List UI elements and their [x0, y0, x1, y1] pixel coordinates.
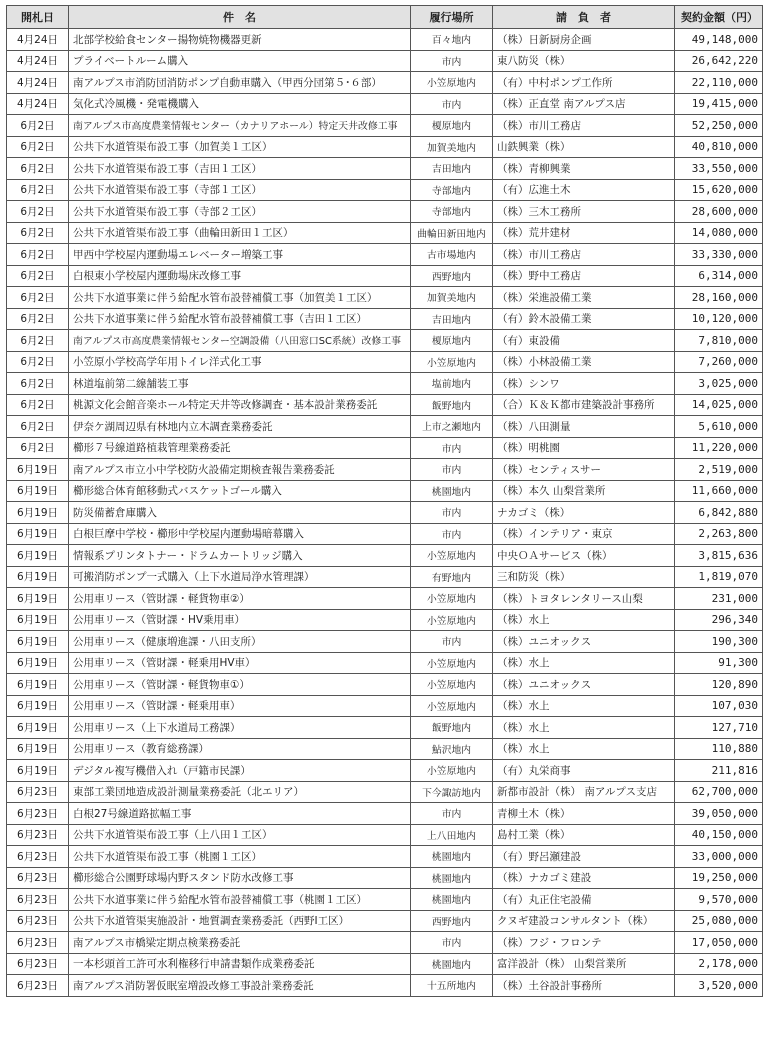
cell-date: 6月23日 — [7, 781, 69, 803]
cell-place: 榎原地内 — [411, 330, 493, 352]
cell-contractor: （株）小林設備工業 — [493, 351, 675, 373]
table-row — [7, 889, 763, 911]
cell-date: 6月2日 — [7, 158, 69, 180]
cell-contractor: （株）水上 — [493, 717, 675, 739]
col-header-date: 開札日 — [7, 6, 69, 29]
header-row — [7, 6, 763, 29]
cell-amount: 3,815,636 — [675, 545, 763, 567]
cell-contractor: 東八防災（株） — [493, 50, 675, 72]
cell-subject: 南アルプス市高度農業情報センター空調設備（八田窓口SC系統）改修工事 — [69, 330, 411, 352]
cell-subject: 桃源文化会館音楽ホール特定天井等改修調査・基本設計業務委託 — [69, 394, 411, 416]
cell-contractor: （株）三木工務所 — [493, 201, 675, 223]
cell-place: 市内 — [411, 502, 493, 524]
table-row — [7, 72, 763, 94]
cell-amount: 120,890 — [675, 674, 763, 696]
cell-contractor: （株）ユニオックス — [493, 631, 675, 653]
cell-date: 6月2日 — [7, 179, 69, 201]
cell-date: 6月19日 — [7, 523, 69, 545]
table-row — [7, 932, 763, 954]
cell-contractor: （株）明桃園 — [493, 437, 675, 459]
cell-subject: 公共下水道事業に伴う給配水管布設替補償工事（吉田１工区） — [69, 308, 411, 330]
table-row — [7, 631, 763, 653]
cell-subject: 公用車リース（管財課・軽乗用HV車） — [69, 652, 411, 674]
cell-amount: 14,080,000 — [675, 222, 763, 244]
cell-amount: 40,150,000 — [675, 824, 763, 846]
cell-contractor: （株）市川工務店 — [493, 115, 675, 137]
cell-amount: 7,260,000 — [675, 351, 763, 373]
cell-date: 6月2日 — [7, 244, 69, 266]
cell-date: 4月24日 — [7, 93, 69, 115]
cell-subject: 公用車リース（管財課・軽乗用車） — [69, 695, 411, 717]
cell-date: 6月23日 — [7, 846, 69, 868]
cell-subject: 公共下水道管渠布設工事（吉田１工区） — [69, 158, 411, 180]
cell-amount: 62,700,000 — [675, 781, 763, 803]
cell-subject: 南アルプス消防署仮眠室増設改修工事設計業務委託 — [69, 975, 411, 997]
cell-subject: 公共下水道管渠実施設計・地質調査業務委託（西野Ⅰ工区） — [69, 910, 411, 932]
cell-contractor: （株）インテリア・東京 — [493, 523, 675, 545]
cell-date: 6月23日 — [7, 867, 69, 889]
table-row — [7, 652, 763, 674]
cell-place: 飯野地内 — [411, 394, 493, 416]
cell-date: 6月2日 — [7, 308, 69, 330]
table-row — [7, 867, 763, 889]
cell-contractor: （株）水上 — [493, 738, 675, 760]
cell-contractor: 中央ＯＡサービス（株） — [493, 545, 675, 567]
cell-date: 6月19日 — [7, 738, 69, 760]
cell-date: 6月2日 — [7, 265, 69, 287]
table-row — [7, 158, 763, 180]
cell-subject: 公共下水道管渠布設工事（加賀美１工区） — [69, 136, 411, 158]
cell-date: 6月19日 — [7, 674, 69, 696]
cell-date: 6月19日 — [7, 717, 69, 739]
cell-subject: 公共下水道管渠布設工事（桃園１工区） — [69, 846, 411, 868]
cell-subject: 公共下水道管渠布設工事（寺部２工区） — [69, 201, 411, 223]
cell-subject: プライベートルーム購入 — [69, 50, 411, 72]
cell-date: 6月2日 — [7, 437, 69, 459]
table-row — [7, 609, 763, 631]
cell-place: 百々地内 — [411, 29, 493, 51]
cell-amount: 17,050,000 — [675, 932, 763, 954]
cell-amount: 1,819,070 — [675, 566, 763, 588]
cell-contractor: （合）Ｋ＆Ｋ都市建築設計事務所 — [493, 394, 675, 416]
cell-amount: 110,880 — [675, 738, 763, 760]
cell-subject: 南アルプス市橋梁定期点検業務委託 — [69, 932, 411, 954]
cell-place: 上市之瀬地内 — [411, 416, 493, 438]
cell-amount: 2,178,000 — [675, 953, 763, 975]
cell-place: 桃園地内 — [411, 953, 493, 975]
table-row — [7, 244, 763, 266]
cell-place: 上八田地内 — [411, 824, 493, 846]
cell-amount: 33,330,000 — [675, 244, 763, 266]
table-row — [7, 502, 763, 524]
cell-amount: 3,025,000 — [675, 373, 763, 395]
cell-place: 下今諏訪地内 — [411, 781, 493, 803]
cell-place: 小笠原地内 — [411, 609, 493, 631]
cell-place: 市内 — [411, 93, 493, 115]
cell-date: 4月24日 — [7, 29, 69, 51]
cell-amount: 40,810,000 — [675, 136, 763, 158]
cell-date: 6月23日 — [7, 932, 69, 954]
cell-date: 6月19日 — [7, 695, 69, 717]
cell-amount: 9,570,000 — [675, 889, 763, 911]
cell-place: 市内 — [411, 437, 493, 459]
table-row — [7, 953, 763, 975]
table-row — [7, 50, 763, 72]
cell-amount: 33,550,000 — [675, 158, 763, 180]
cell-contractor: 青柳土木（株） — [493, 803, 675, 825]
cell-subject: 白根27号線道路拡幅工事 — [69, 803, 411, 825]
cell-amount: 26,642,220 — [675, 50, 763, 72]
table-row — [7, 717, 763, 739]
cell-amount: 49,148,000 — [675, 29, 763, 51]
cell-subject: 公用車リース（管財課・HV乗用車） — [69, 609, 411, 631]
cell-date: 6月2日 — [7, 136, 69, 158]
cell-place: 寺部地内 — [411, 179, 493, 201]
cell-place: 桃園地内 — [411, 889, 493, 911]
table-row — [7, 781, 763, 803]
cell-amount: 33,000,000 — [675, 846, 763, 868]
table-row — [7, 222, 763, 244]
cell-place: 古市場地内 — [411, 244, 493, 266]
cell-contractor: 山鉄興業（株） — [493, 136, 675, 158]
table-row — [7, 308, 763, 330]
cell-date: 6月23日 — [7, 803, 69, 825]
table-row — [7, 824, 763, 846]
cell-subject: 南アルプス市立小中学校防火設備定期検査報告業務委託 — [69, 459, 411, 481]
cell-subject: 公共下水道事業に伴う給配水管布設替補償工事（桃園１工区） — [69, 889, 411, 911]
cell-place: 市内 — [411, 50, 493, 72]
cell-date: 4月24日 — [7, 50, 69, 72]
cell-contractor: （株）ナカゴミ建設 — [493, 867, 675, 889]
table-row — [7, 265, 763, 287]
cell-amount: 14,025,000 — [675, 394, 763, 416]
cell-date: 6月2日 — [7, 351, 69, 373]
cell-date: 6月19日 — [7, 760, 69, 782]
cell-subject: 小笠原小学校高学年用トイレ洋式化工事 — [69, 351, 411, 373]
table-row — [7, 760, 763, 782]
cell-place: 市内 — [411, 803, 493, 825]
cell-subject: 南アルプス市高度農業情報センター（カナリアホール）特定天井改修工事 — [69, 115, 411, 137]
table-row — [7, 566, 763, 588]
table-row — [7, 351, 763, 373]
cell-date: 6月2日 — [7, 330, 69, 352]
cell-contractor: 新都市設計（株） 南アルプス支店 — [493, 781, 675, 803]
cell-amount: 6,314,000 — [675, 265, 763, 287]
cell-contractor: （有）広進土木 — [493, 179, 675, 201]
cell-amount: 211,816 — [675, 760, 763, 782]
table-row — [7, 201, 763, 223]
cell-amount: 107,030 — [675, 695, 763, 717]
table-row — [7, 803, 763, 825]
cell-amount: 25,080,000 — [675, 910, 763, 932]
cell-contractor: クヌギ建設コンサルタント（株） — [493, 910, 675, 932]
table-row — [7, 115, 763, 137]
cell-date: 6月19日 — [7, 609, 69, 631]
cell-place: 西野地内 — [411, 265, 493, 287]
cell-subject: 伊奈ケ湖周辺県有林地内立木調査業務委託 — [69, 416, 411, 438]
cell-place: 加賀美地内 — [411, 287, 493, 309]
table-row — [7, 330, 763, 352]
cell-date: 6月23日 — [7, 824, 69, 846]
table-row — [7, 373, 763, 395]
cell-subject: 公用車リース（健康増進課・八田支所） — [69, 631, 411, 653]
cell-place: 市内 — [411, 523, 493, 545]
cell-subject: 公用車リース（上下水道局工務課） — [69, 717, 411, 739]
cell-subject: 櫛形７号線道路植栽管理業務委託 — [69, 437, 411, 459]
table-row — [7, 437, 763, 459]
cell-subject: デジタル複写機借入れ（戸籍市民課） — [69, 760, 411, 782]
cell-place: 小笠原地内 — [411, 545, 493, 567]
cell-date: 6月19日 — [7, 545, 69, 567]
cell-place: 市内 — [411, 932, 493, 954]
table-row — [7, 287, 763, 309]
table-row — [7, 523, 763, 545]
cell-amount: 6,842,880 — [675, 502, 763, 524]
cell-amount: 127,710 — [675, 717, 763, 739]
cell-date: 6月2日 — [7, 394, 69, 416]
col-header-amount: 契約金額（円） — [675, 6, 763, 29]
cell-contractor: （株）土谷設計事務所 — [493, 975, 675, 997]
table-row — [7, 480, 763, 502]
cell-amount: 52,250,000 — [675, 115, 763, 137]
cell-date: 6月23日 — [7, 975, 69, 997]
cell-contractor: （有）鈴木設備工業 — [493, 308, 675, 330]
cell-date: 6月2日 — [7, 287, 69, 309]
cell-date: 6月19日 — [7, 459, 69, 481]
cell-contractor: （株）正直堂 南アルプス店 — [493, 93, 675, 115]
cell-place: 小笠原地内 — [411, 652, 493, 674]
cell-place: 小笠原地内 — [411, 760, 493, 782]
cell-contractor: （株）フジ・フロンテ — [493, 932, 675, 954]
table-row — [7, 738, 763, 760]
cell-contractor: （株）青柳興業 — [493, 158, 675, 180]
table-row — [7, 846, 763, 868]
cell-place: 曲輪田新田地内 — [411, 222, 493, 244]
cell-place: 小笠原地内 — [411, 695, 493, 717]
cell-place: 吉田地内 — [411, 308, 493, 330]
cell-subject: 甲西中学校屋内運動場エレベーター増築工事 — [69, 244, 411, 266]
cell-subject: 公共下水道管渠布設工事（曲輪田新田１工区） — [69, 222, 411, 244]
col-header-contractor: 請 負 者 — [493, 6, 675, 29]
cell-amount: 231,000 — [675, 588, 763, 610]
cell-place: 吉田地内 — [411, 158, 493, 180]
cell-subject: 防災備蓄倉庫購入 — [69, 502, 411, 524]
cell-place: 塩前地内 — [411, 373, 493, 395]
cell-subject: 白根巨摩中学校・櫛形中学校屋内運動場暗幕購入 — [69, 523, 411, 545]
table-row — [7, 545, 763, 567]
cell-place: 十五所地内 — [411, 975, 493, 997]
cell-contractor: （株）荒井建材 — [493, 222, 675, 244]
cell-date: 6月19日 — [7, 652, 69, 674]
cell-date: 6月23日 — [7, 953, 69, 975]
cell-contractor: （株）八田測量 — [493, 416, 675, 438]
cell-place: 飯野地内 — [411, 717, 493, 739]
table-row — [7, 179, 763, 201]
cell-contractor: （株）本久 山梨営業所 — [493, 480, 675, 502]
cell-subject: 公共下水道管渠布設工事（寺部１工区） — [69, 179, 411, 201]
cell-contractor: 三和防災（株） — [493, 566, 675, 588]
cell-amount: 19,415,000 — [675, 93, 763, 115]
cell-subject: 白根東小学校屋内運動場床改修工事 — [69, 265, 411, 287]
table-row — [7, 29, 763, 51]
cell-contractor: （株）市川工務店 — [493, 244, 675, 266]
cell-subject: 一本杉頭首工許可水利権移行申請書類作成業務委託 — [69, 953, 411, 975]
cell-date: 6月23日 — [7, 889, 69, 911]
cell-amount: 7,810,000 — [675, 330, 763, 352]
cell-place: 西野地内 — [411, 910, 493, 932]
cell-contractor: （株）水上 — [493, 609, 675, 631]
cell-contractor: （株）センティスサー — [493, 459, 675, 481]
cell-date: 6月2日 — [7, 115, 69, 137]
cell-contractor: 島村工業（株） — [493, 824, 675, 846]
cell-amount: 5,610,000 — [675, 416, 763, 438]
cell-amount: 22,110,000 — [675, 72, 763, 94]
table-row — [7, 416, 763, 438]
table-body — [7, 29, 763, 997]
contract-results-sheet — [6, 5, 763, 997]
cell-date: 6月2日 — [7, 222, 69, 244]
cell-amount: 91,300 — [675, 652, 763, 674]
cell-contractor: （有）中村ポンプ工作所 — [493, 72, 675, 94]
col-header-subject: 件 名 — [69, 6, 411, 29]
table-row — [7, 93, 763, 115]
cell-place: 市内 — [411, 631, 493, 653]
cell-place: 榎原地内 — [411, 115, 493, 137]
cell-amount: 190,300 — [675, 631, 763, 653]
cell-date: 6月23日 — [7, 910, 69, 932]
cell-subject: 公用車リース（管財課・軽貨物車①） — [69, 674, 411, 696]
cell-subject: 北部学校給食センター揚物焼物機器更新 — [69, 29, 411, 51]
table-row — [7, 674, 763, 696]
table-row — [7, 459, 763, 481]
cell-place: 小笠原地内 — [411, 588, 493, 610]
cell-place: 小笠原地内 — [411, 674, 493, 696]
cell-contractor: （株）水上 — [493, 652, 675, 674]
cell-place: 桃園地内 — [411, 867, 493, 889]
cell-place: 加賀美地内 — [411, 136, 493, 158]
cell-place: 鮎沢地内 — [411, 738, 493, 760]
cell-date: 6月19日 — [7, 502, 69, 524]
table-row — [7, 588, 763, 610]
table-row — [7, 975, 763, 997]
cell-contractor: （株）日新厨房企画 — [493, 29, 675, 51]
cell-contractor: （有）丸正住宅設備 — [493, 889, 675, 911]
cell-amount: 15,620,000 — [675, 179, 763, 201]
cell-amount: 11,220,000 — [675, 437, 763, 459]
cell-subject: 情報系プリンタトナー・ドラムカートリッジ購入 — [69, 545, 411, 567]
table-row — [7, 136, 763, 158]
table-row — [7, 910, 763, 932]
cell-place: 有野地内 — [411, 566, 493, 588]
cell-subject: 公用車リース（教育総務課） — [69, 738, 411, 760]
cell-amount: 2,519,000 — [675, 459, 763, 481]
cell-subject: 可搬消防ポンプ一式購入（上下水道局浄水管理課） — [69, 566, 411, 588]
col-header-place: 履行場所 — [411, 6, 493, 29]
cell-subject: 気化式冷風機・発電機購入 — [69, 93, 411, 115]
cell-subject: 東部工業団地造成設計測量業務委託（北エリア） — [69, 781, 411, 803]
cell-amount: 11,660,000 — [675, 480, 763, 502]
cell-amount: 19,250,000 — [675, 867, 763, 889]
cell-date: 6月19日 — [7, 588, 69, 610]
cell-contractor: ナカゴミ（株） — [493, 502, 675, 524]
cell-contractor: （有）東設備 — [493, 330, 675, 352]
cell-amount: 39,050,000 — [675, 803, 763, 825]
cell-subject: 公共下水道事業に伴う給配水管布設替補償工事（加賀美１工区） — [69, 287, 411, 309]
cell-place: 小笠原地内 — [411, 72, 493, 94]
cell-amount: 10,120,000 — [675, 308, 763, 330]
cell-amount: 28,160,000 — [675, 287, 763, 309]
cell-contractor: （株）栄進設備工業 — [493, 287, 675, 309]
contract-table — [6, 5, 763, 997]
cell-date: 6月2日 — [7, 416, 69, 438]
cell-date: 6月19日 — [7, 566, 69, 588]
table-row — [7, 394, 763, 416]
cell-amount: 2,263,800 — [675, 523, 763, 545]
cell-date: 6月19日 — [7, 480, 69, 502]
cell-subject: 櫛形総合体育館移動式バスケットゴール購入 — [69, 480, 411, 502]
cell-place: 桃園地内 — [411, 480, 493, 502]
cell-date: 6月2日 — [7, 201, 69, 223]
cell-subject: 林道塩前第二線舗装工事 — [69, 373, 411, 395]
cell-place: 寺部地内 — [411, 201, 493, 223]
cell-date: 6月19日 — [7, 631, 69, 653]
cell-contractor: （株）シンワ — [493, 373, 675, 395]
table-row — [7, 695, 763, 717]
cell-place: 小笠原地内 — [411, 351, 493, 373]
cell-contractor: （株）水上 — [493, 695, 675, 717]
cell-subject: 南アルプス市消防団消防ポンプ自動車購入（甲西分団第５･６部） — [69, 72, 411, 94]
cell-contractor: （株）ユニオックス — [493, 674, 675, 696]
cell-subject: 櫛形総合公園野球場内野スタンド防水改修工事 — [69, 867, 411, 889]
cell-contractor: （株）トヨタレンタリース山梨 — [493, 588, 675, 610]
cell-subject: 公共下水道管渠布設工事（上八田１工区） — [69, 824, 411, 846]
cell-place: 桃園地内 — [411, 846, 493, 868]
cell-contractor: （有）丸栄商事 — [493, 760, 675, 782]
cell-amount: 3,520,000 — [675, 975, 763, 997]
cell-subject: 公用車リース（管財課・軽貨物車②） — [69, 588, 411, 610]
cell-amount: 296,340 — [675, 609, 763, 631]
cell-place: 市内 — [411, 459, 493, 481]
cell-amount: 28,600,000 — [675, 201, 763, 223]
cell-contractor: 富洋設計（株） 山梨営業所 — [493, 953, 675, 975]
cell-date: 6月2日 — [7, 373, 69, 395]
cell-contractor: （有）野呂瀬建設 — [493, 846, 675, 868]
cell-date: 4月24日 — [7, 72, 69, 94]
cell-contractor: （株）野中工務店 — [493, 265, 675, 287]
